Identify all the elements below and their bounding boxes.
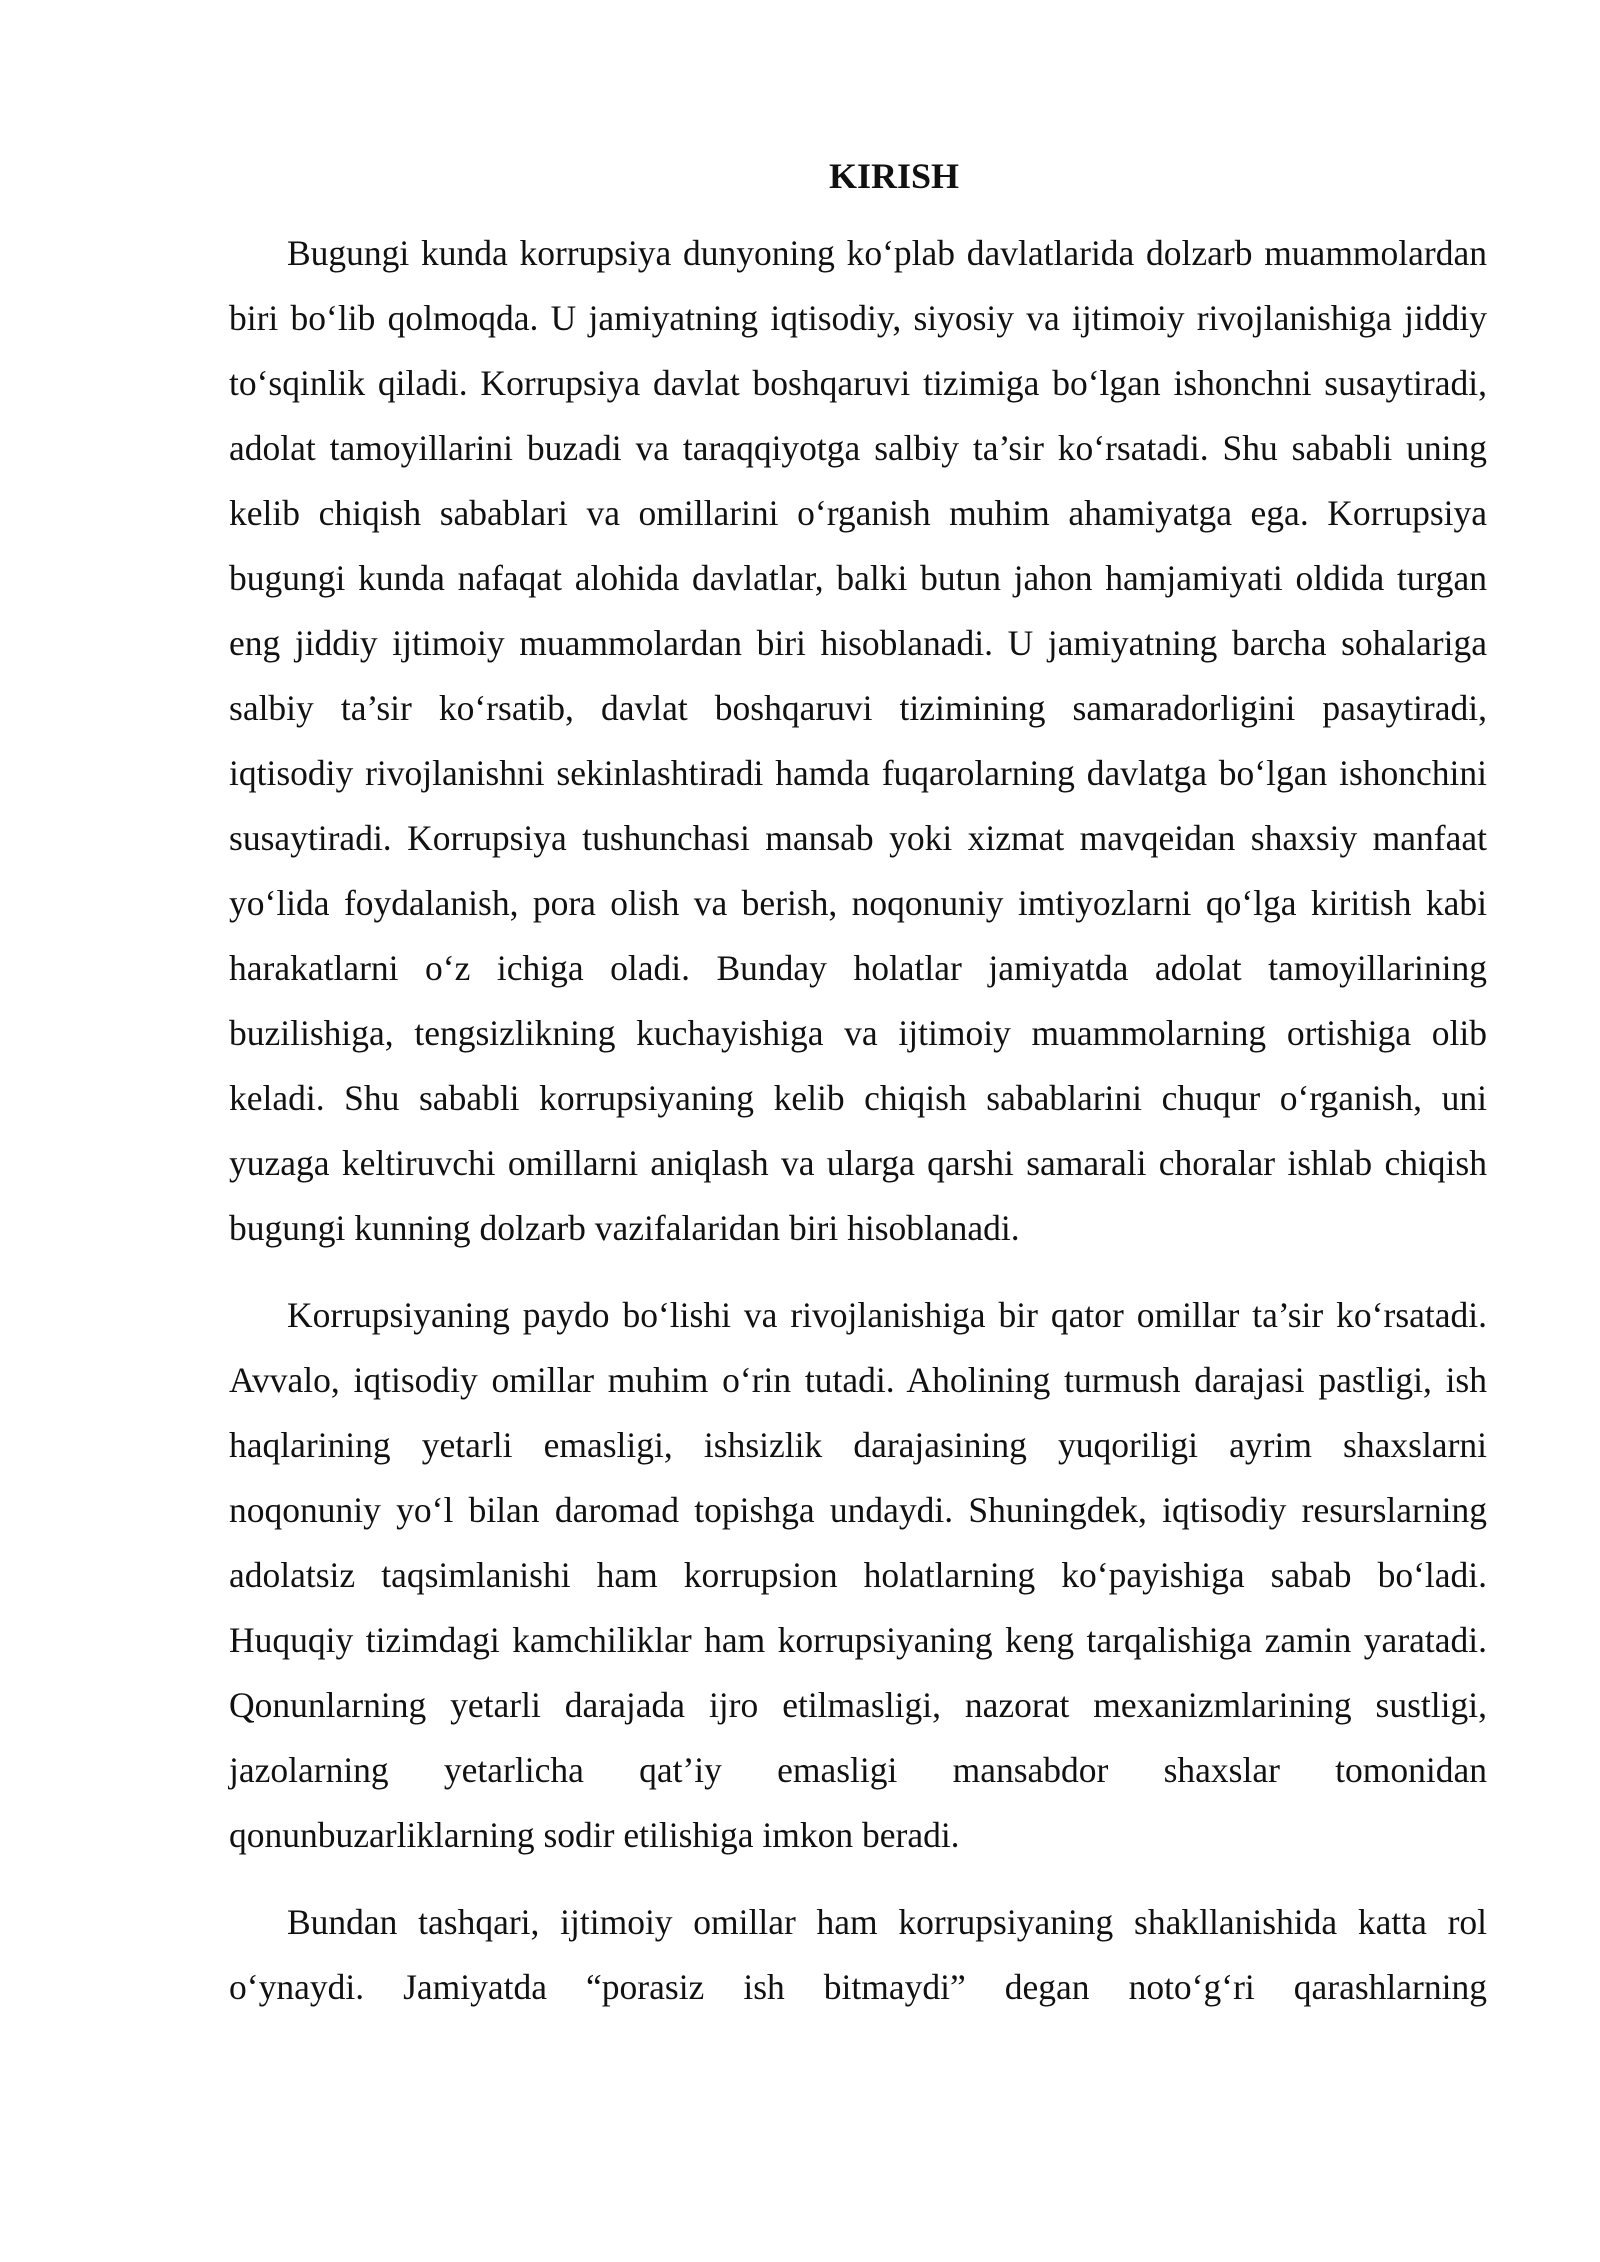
paragraph-1: Bugungi kunda korrupsiya dunyoning ko‘plab davlatlarida dolzarb muammolardan biri bo‘lib qolmoqda. U jamiyatning iqtisodiy, siyosiy va ijtimoiy rivojlanishiga jiddiy to‘sqinlik qiladi. Korrupsiya davlat boshqaruvi tizimiga bo‘lgan ishonchni susaytiradi, adolat tamoyillarini buzadi va taraqqiyotga salbiy ta’sir ko‘rsatadi. Shu sababli uning kelib chiqish sabablari va omillarini o‘rganish muhim ahamiyatga ega. Korrupsiya bugungi kunda nafaqat alohida davlatlar, balki butun jahon hamjamiyati oldida turgan eng jiddiy ijtimoiy muammolardan biri hisoblanadi. U jamiyatning barcha sohalariga salbiy ta’sir ko‘rsatib, davlat boshqaruvi tizimining samaradorligini pasaytiradi, iqtisodiy rivojlanishni sekinlashtiradi hamda fuqarolarning davlatga bo‘lgan ishonchini susaytiradi. Korrupsiya tushunchasi mansab yoki xizmat mavqeidan shaxsiy manfaat yo‘lida foydalanish, pora olish va berish, noqonuniy imtiyozlarni qo‘lga kiritish kabi harakatlarni o‘z ichiga oladi. Bunday holatlar jamiyatda adolat tamoyillarining buzilishiga, tengsizlikning kuchayishiga va ijtimoiy muammolarning ortishiga olib keladi. Shu sababli korrupsiyaning kelib chiqish sabablarini chuqur o‘rganish, uni yuzaga keltiruvchi omillarni aniqlash va ularga qarshi samarali choralar ishlab chiqish bugungi kunning dolzarb vazifalaridan biri hisoblanadi. [229, 233, 1487, 1248]
page-title: KIRISH [828, 156, 960, 196]
paragraph-3: Bundan tashqari, ijtimoiy omillar ham korrupsiyaning shakllanishida katta rol o‘ynaydi. Jamiyatda “porasiz ish bitmaydi” degan noto‘g‘ri qarashlarning [229, 1902, 1487, 2007]
document-body [229, 150, 1487, 2020]
paragraph-2: Korrupsiyaning paydo bo‘lishi va rivojlanishiga bir qator omillar ta’sir ko‘rsatadi. Avvalo, iqtisodiy omillar muhim o‘rin tutadi. Aholining turmush darajasi pastligi, ish haqlarining yetarli emasligi, ishsizlik darajasining yuqoriligi ayrim shaxslarni noqonuniy yo‘l bilan daromad topishga undaydi. Shuningdek, iqtisodiy resurslarning adolatsiz taqsimlanishi ham korrupsion holatlarning ko‘payishiga sabab bo‘ladi. Huquqiy tizimdagi kamchiliklar ham korrupsiyaning keng tarqalishiga zamin yaratadi. Qonunlarning yetarli darajada ijro etilmasligi, nazorat mexanizmlarining sustligi, jazolarning yetarlicha qat’iy emasligi mansabdor shaxslar tomonidan qonunbuzarliklarning sodir etilishiga imkon beradi. [229, 1295, 1487, 1855]
